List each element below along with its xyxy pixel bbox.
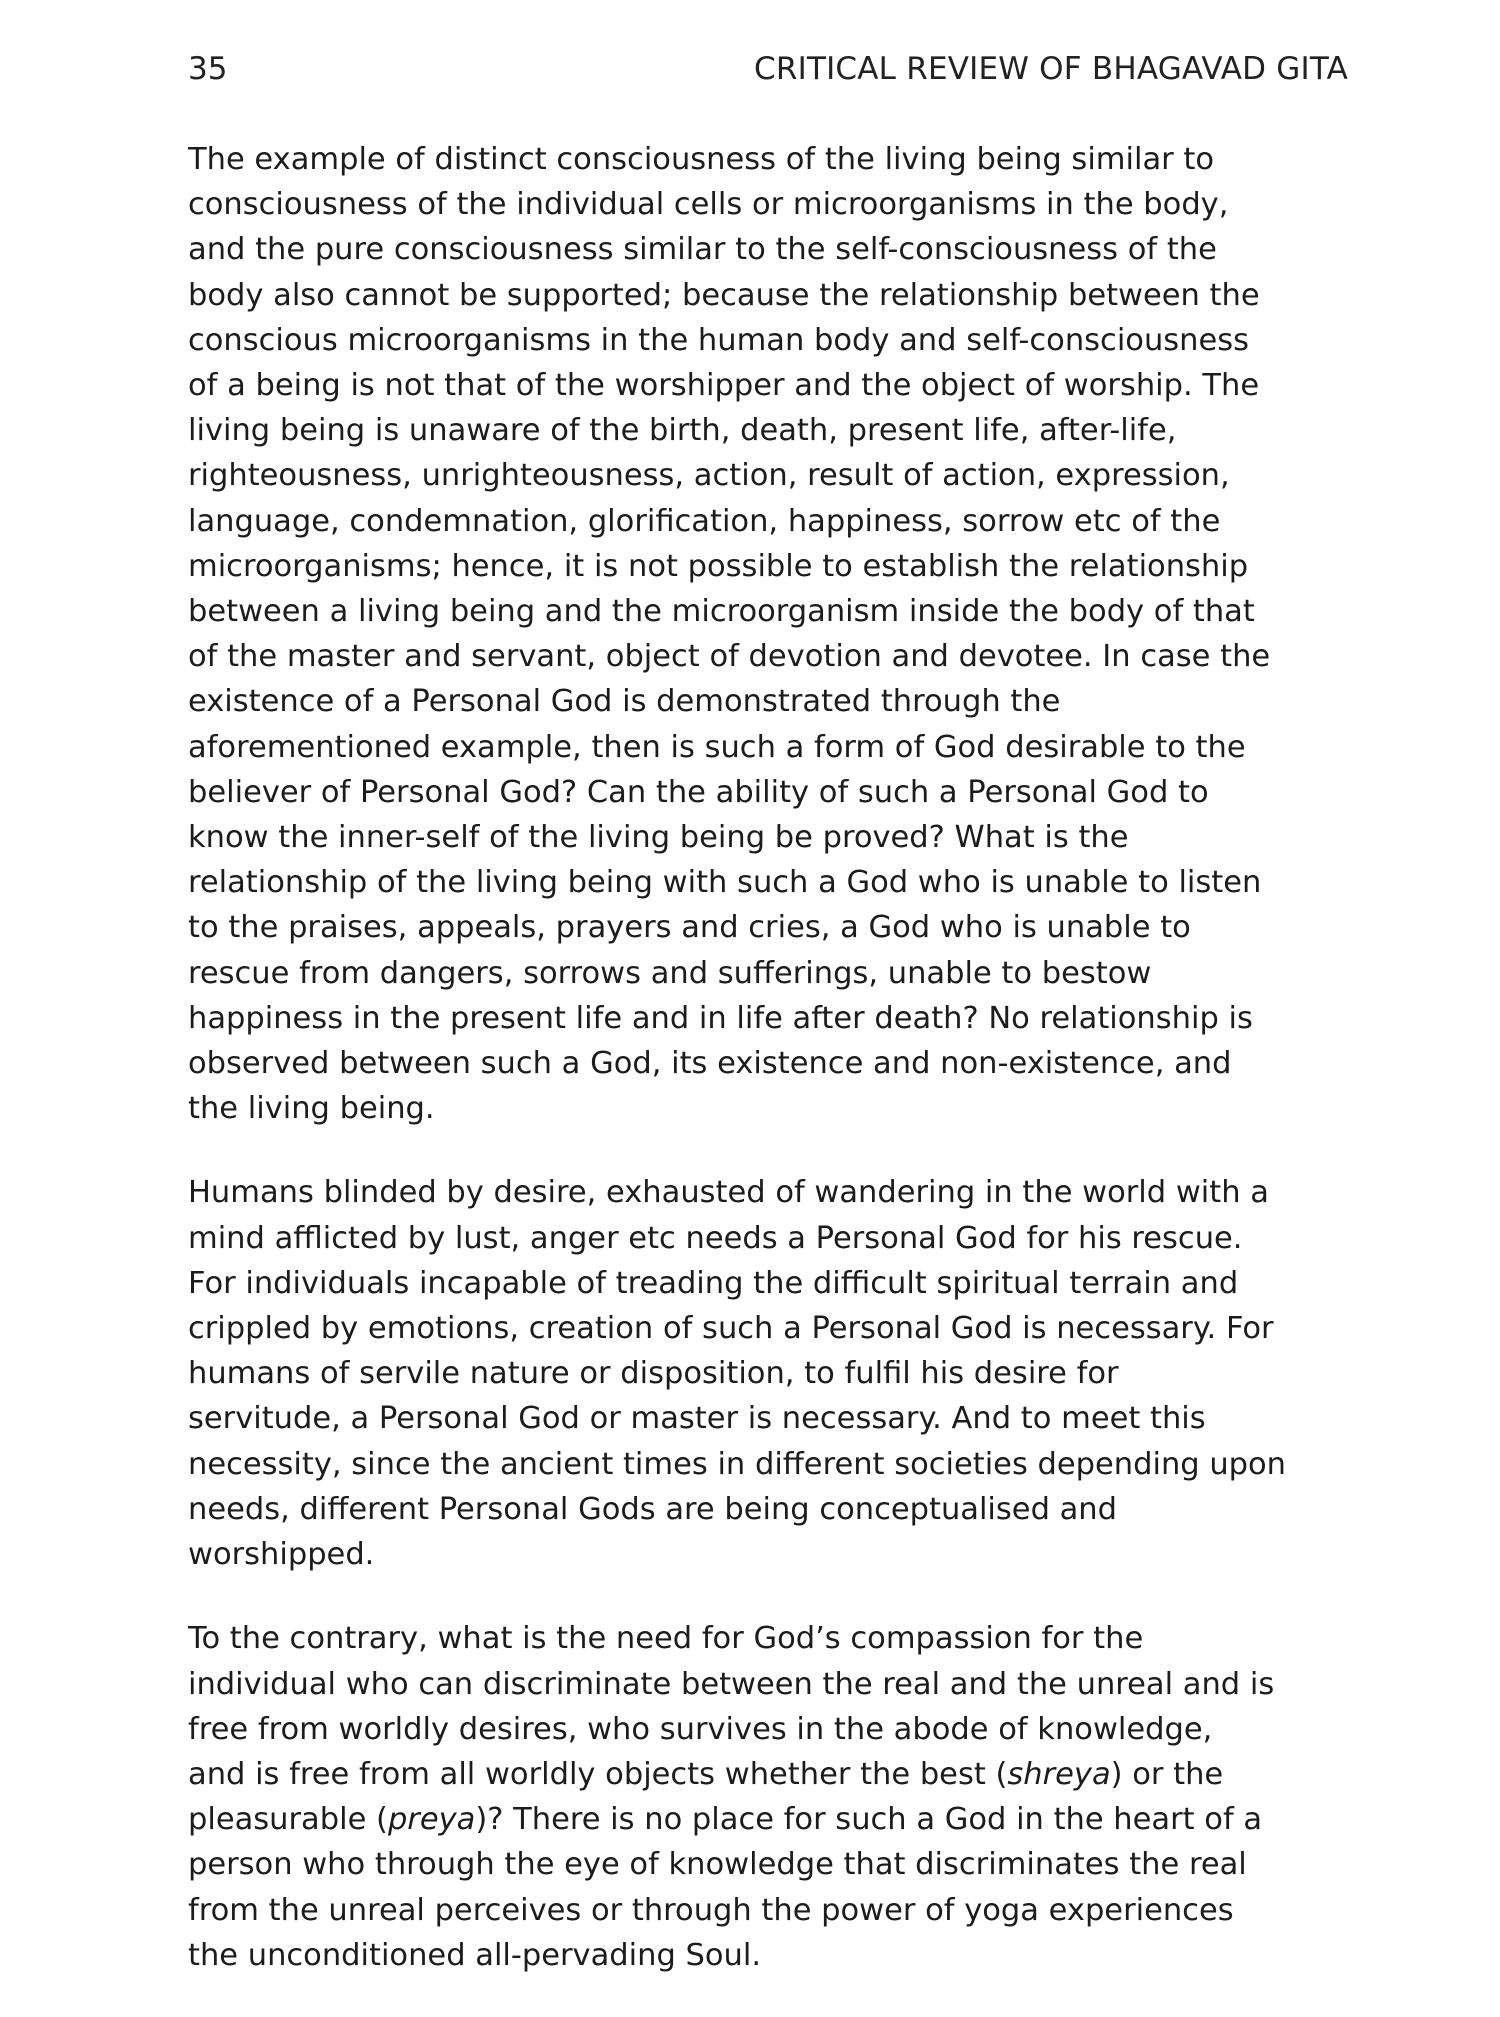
text-line: The example of distinct consciousness of the living being similar to [188,142,1214,177]
paragraph-3 [188,1616,1366,1978]
text-line: For individuals incapable of treading the difficult spiritual terrain and [188,1265,1239,1301]
text-line: living being is unaware of the birth, death, present life, after-life, [188,413,1177,449]
text-line: person who through the eye of knowledge that discriminates the real [188,1847,1247,1883]
text-line: know the inner-self of the living being be proved? What is the [188,820,1129,856]
text-line: to the praises, appeals, prayers and cries, a God who is unable to [188,910,1191,946]
text-line: happiness in the present life and in life after death? No relationship is [188,1000,1253,1036]
text-line: the living being. [188,1091,435,1127]
text-line: aforementioned example, then is such a form of God desirable to the [188,729,1246,765]
text-line: of a being is not that of the worshipper and the object of worship. The [188,368,1260,404]
text-line: from the unreal perceives or through the power of yoga experiences [188,1892,1234,1928]
text-segment: )? There is no place for such a God in the heart of a [475,1802,1263,1838]
text-line: consciousness of the individual cells or microorganisms in the body, [188,187,1229,223]
text-line: worshipped. [188,1537,375,1573]
text-line: righteousness, unrighteousness, action, result of action, expression, [188,458,1230,494]
text-line: mind afflicted by lust, anger etc needs a Personal God for his rescue. [188,1220,1243,1256]
text-line: Humans blinded by desire, exhausted of wandering in the world with a [188,1175,1269,1211]
text-line: rescue from dangers, sorrows and sufferings, unable to bestow [188,955,1152,991]
sanskrit-term-shreya: shreya [1007,1756,1111,1792]
text-line: the unconditioned all-pervading Soul. [188,1937,762,1973]
text-line: believer of Personal God? Can the ability of such a Personal God to [188,774,1209,810]
text-line [188,1752,1366,1797]
text-line: existence of a Personal God is demonstrated through the [188,684,1061,720]
paragraph-1 [188,137,1366,1131]
text-line: language, condemnation, glorification, happiness, sorrow etc of the [188,503,1221,539]
text-line: conscious microorganisms in the human body and self-consciousness [188,322,1250,358]
text-line: free from worldly desires, who survives in the abode of knowledge, [188,1711,1213,1747]
text-line: of the master and servant, object of devotion and devotee. In case the [188,639,1271,675]
page-number: 35 [188,51,228,87]
text-segment: ) or the [1110,1756,1224,1792]
text-line: body also cannot be supported; because the relationship between the [188,277,1260,313]
text-line [188,1797,1366,1842]
text-line: humans of servile nature or disposition, to fulfil his desire for [188,1356,1119,1392]
text-line: servitude, a Personal God or master is necessary. And to meet this [188,1401,1206,1437]
text-line: needs, different Personal Gods are being conceptualised and [188,1491,1117,1527]
text-segment: pleasurable ( [188,1802,388,1838]
text-segment: and is free from all worldly objects whether the best ( [188,1756,1008,1792]
text-line: To the contrary, what is the need for God’s compassion for the [188,1621,1144,1657]
paragraph-2 [188,1170,1366,1577]
text-line: crippled by emotions, creation of such a Personal God is necessary. For [188,1311,1274,1347]
text-line: observed between such a God, its existence and non-existence, and [188,1046,1232,1082]
page-header [188,44,1348,94]
sanskrit-term-preya: preya [387,1802,476,1838]
text-line: microorganisms; hence, it is not possible to establish the relationship [188,548,1249,584]
text-line: between a living being and the microorganism inside the body of that [188,594,1255,630]
text-line: and the pure consciousness similar to the self-consciousness of the [188,232,1217,268]
text-line: relationship of the living being with such a God who is unable to listen [188,865,1262,901]
text-line: necessity, since the ancient times in different societies depending upon [188,1446,1287,1482]
text-line: individual who can discriminate between the real and the unreal and is [188,1666,1275,1702]
running-head: CRITICAL REVIEW OF BHAGAVAD GITA [754,51,1348,87]
body-text [188,137,1366,2017]
